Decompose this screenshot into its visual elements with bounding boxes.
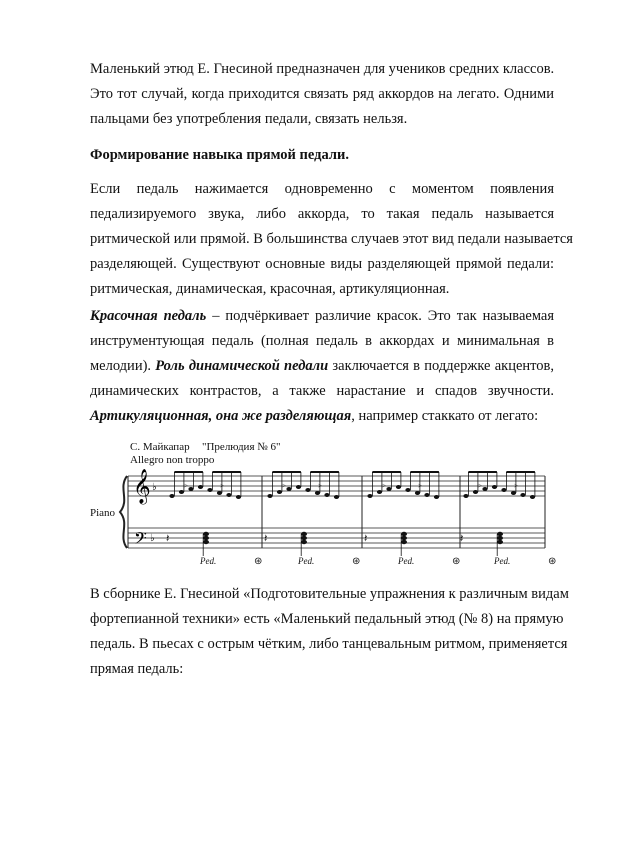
chord-note-head — [497, 532, 503, 536]
rest-icon: 𝄽 — [364, 532, 368, 545]
note-head — [286, 487, 291, 491]
score-notes — [166, 472, 535, 556]
pedal-release-icon: ⊛ — [452, 556, 461, 567]
accent-icon: > — [514, 482, 518, 490]
note-head — [198, 485, 203, 489]
pedal-markings — [199, 556, 556, 567]
note-head — [315, 491, 320, 495]
term-color-pedal: Красочная педаль — [90, 308, 207, 324]
note-head — [492, 485, 497, 489]
note-head — [415, 491, 420, 495]
note-head — [334, 495, 339, 499]
accent-icon: > — [184, 482, 188, 490]
treble-clef-icon: 𝄞 — [133, 469, 151, 504]
text-line: Если педаль нажимается одновременно с моментом появления — [90, 181, 554, 197]
note-head — [405, 488, 410, 492]
pedal-mark: Ped. — [298, 556, 315, 566]
flat-icon: ♭ — [152, 482, 157, 493]
flat-icon: ♭ — [150, 533, 155, 544]
rest-icon: 𝄽 — [264, 532, 268, 545]
text-line: Маленький этюд Е. Гнесиной предназначен для учеников средних классов. — [90, 61, 555, 77]
bass-clef-icon: 𝄢 — [134, 528, 147, 552]
text-line: педаль. В пьесах с острым чётким, либо танцевальным ритмом, применяется — [90, 636, 568, 652]
pedal-mark: Ped. — [200, 556, 217, 566]
text-line — [90, 304, 554, 329]
paragraph-direct-pedal — [90, 177, 573, 302]
bass-staff — [128, 528, 545, 548]
chord-note-head — [301, 536, 307, 540]
note-head — [434, 495, 439, 499]
term-dynamic-pedal: Роль динамической педали — [155, 358, 329, 374]
rest-icon: 𝄽 — [460, 532, 464, 545]
text-line: разделяющей. Существуют основные виды разделяющей прямой педали: — [90, 256, 554, 272]
score-piece-title: "Прелюдия № 6" — [202, 441, 281, 453]
accent-icon: > — [382, 482, 386, 490]
text-fragment: мелодии). — [90, 358, 156, 374]
pedal-release-icon: ⊛ — [548, 556, 557, 567]
music-score-figure — [90, 438, 557, 568]
text-line: педализируемого звука, либо аккорда, то такая педаль называется — [90, 206, 554, 222]
note-head — [511, 491, 516, 495]
accent-icon: > — [418, 482, 422, 490]
note-head — [501, 488, 506, 492]
text-line: Это тот случай, когда приходится связать ряд аккордов на легато. Одними — [90, 86, 554, 102]
accent-icon: > — [478, 482, 482, 490]
text-line — [90, 354, 554, 379]
score-instrument-label: Piano — [90, 507, 116, 519]
chord-note-head — [401, 536, 407, 540]
note-head — [377, 490, 382, 494]
score-composer: С. Майкапар — [130, 441, 190, 453]
paragraph-gnesina — [90, 582, 569, 682]
text-line: ритмическая, динамическая, красочная, артикуляционная. — [90, 281, 450, 297]
note-head — [236, 495, 241, 499]
note-head — [424, 493, 429, 497]
section-heading — [90, 143, 554, 168]
note-head — [305, 488, 310, 492]
note-head — [188, 487, 193, 491]
note-head — [396, 485, 401, 489]
pedal-release-icon: ⊛ — [254, 556, 263, 567]
chord-note-head — [301, 532, 307, 536]
text-line: фортепианной техники» есть «Маленький педальный этюд (№ 8) на прямую — [90, 611, 564, 627]
chord-note-head — [401, 532, 407, 536]
chord-note-head — [203, 536, 209, 540]
note-head — [296, 485, 301, 489]
note-head — [226, 493, 231, 497]
note-head — [367, 494, 372, 498]
rest-icon: 𝄽 — [166, 532, 170, 545]
text-line: прямая педаль: — [90, 661, 184, 677]
paragraph-pedal-types — [90, 304, 554, 429]
text-line: ритмической или прямой. В большинства случаев этот вид педали называется — [90, 231, 573, 247]
barlines — [128, 476, 545, 548]
accent-icon: > — [318, 482, 322, 490]
text-fragment: – подчёркивает различие красок. Это так называемая — [206, 308, 554, 324]
note-head — [473, 490, 478, 494]
text-line: инструментующая педаль (полная педаль в аккордах и минимальная в — [90, 333, 554, 349]
chord-note-head — [203, 532, 209, 536]
note-head — [530, 495, 535, 499]
chord-note-head — [497, 536, 503, 540]
accent-icon: > — [220, 482, 224, 490]
score-tempo: Allegro non troppo — [130, 454, 215, 466]
chord-note-head — [203, 540, 209, 544]
note-head — [217, 491, 222, 495]
pedal-release-icon: ⊛ — [352, 556, 361, 567]
chord-note-head — [401, 540, 407, 544]
pedal-mark: Ped. — [398, 556, 415, 566]
text-line: В сборнике Е. Гнесиной «Подготовительные упражнения к различным видам — [90, 586, 569, 602]
note-head — [463, 494, 468, 498]
text-line — [90, 404, 554, 429]
chord-note-head — [301, 540, 307, 544]
chord-note-head — [497, 540, 503, 544]
text-line: пальцами без употребления педали, связать нельзя. — [90, 111, 408, 127]
note-head — [386, 487, 391, 491]
text-fragment: , например стаккато от легато: — [351, 408, 539, 424]
note-head — [179, 490, 184, 494]
note-head — [207, 488, 212, 492]
text-fragment: заключается в поддержке акцентов, — [328, 358, 555, 374]
note-head — [482, 487, 487, 491]
note-head — [520, 493, 525, 497]
note-head — [277, 490, 282, 494]
note-head — [169, 494, 174, 498]
term-articulation-pedal: Артикуляционная, она же разделяющая — [90, 408, 352, 424]
text-line: динамических контрастов, а также нарастание и спадов звучности. — [90, 383, 554, 399]
paragraph-intro — [90, 57, 554, 132]
system-brace — [120, 476, 127, 548]
treble-staff — [128, 476, 545, 496]
pedal-mark: Ped. — [494, 556, 511, 566]
note-head — [267, 494, 272, 498]
accent-icon: > — [282, 482, 286, 490]
heading-text: Формирование навыка прямой педали. — [90, 147, 349, 163]
note-head — [324, 493, 329, 497]
